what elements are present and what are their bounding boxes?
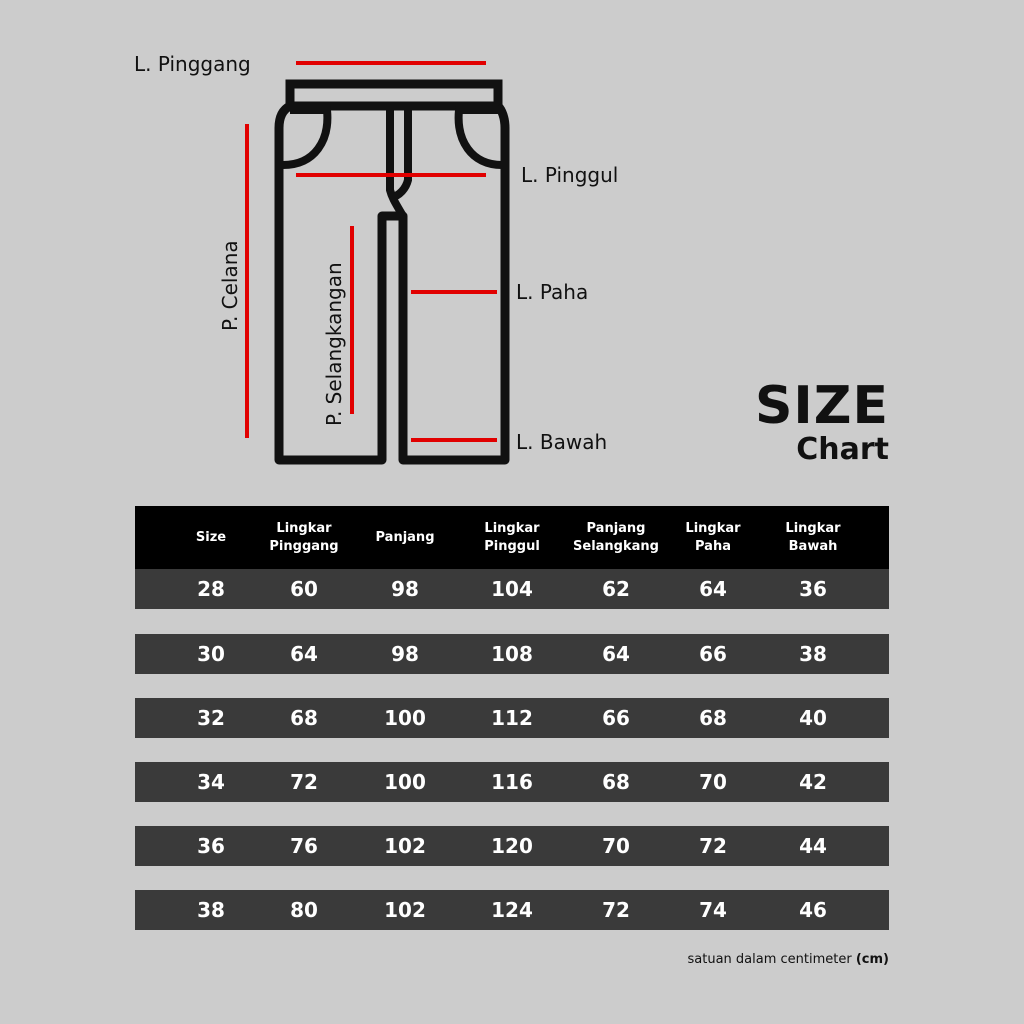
table-cell: 30	[197, 642, 225, 666]
table-cell: 38	[799, 642, 827, 666]
table-cell: 68	[699, 706, 727, 730]
right-pocket	[459, 110, 502, 165]
table-cell: 74	[699, 898, 727, 922]
table-cell: 36	[197, 834, 225, 858]
table-cell: 44	[799, 834, 827, 858]
table-cell: 102	[384, 834, 426, 858]
table-cell: 40	[799, 706, 827, 730]
table-cell: 66	[602, 706, 630, 730]
fly	[390, 106, 408, 216]
label-l-bawah: L. Bawah	[516, 430, 608, 454]
table-header	[135, 506, 889, 569]
header-cell: Panjang Selangkang	[573, 520, 659, 554]
label-l-pinggul: L. Pinggul	[521, 163, 619, 187]
table-cell: 64	[602, 642, 630, 666]
table-row	[135, 634, 889, 674]
table-cell: 72	[290, 770, 318, 794]
table-cell: 102	[384, 898, 426, 922]
table-cell: 36	[799, 577, 827, 601]
table-cell: 64	[699, 577, 727, 601]
footnote-unit: (cm)	[855, 952, 889, 967]
table-cell: 32	[197, 706, 225, 730]
table-cell: 70	[602, 834, 630, 858]
label-l-paha: L. Paha	[516, 280, 589, 304]
table-cell: 116	[491, 770, 533, 794]
table-cell: 46	[799, 898, 827, 922]
header-cell: Lingkar Pinggang	[269, 520, 339, 554]
table-row	[135, 762, 889, 802]
header-cell: Panjang	[375, 529, 435, 545]
header-cell: Lingkar Pinggul	[484, 520, 540, 554]
footnote-text: satuan dalam centimeter	[687, 952, 856, 967]
table-cell: 64	[290, 642, 318, 666]
table-cell: 60	[290, 577, 318, 601]
table-cell: 100	[384, 706, 426, 730]
table-cell: 98	[391, 642, 419, 666]
table-cell: 80	[290, 898, 318, 922]
table-cell: 124	[491, 898, 533, 922]
chart-subtitle: Chart	[796, 432, 889, 467]
table-cell: 104	[491, 577, 533, 601]
table-cell: 120	[491, 834, 533, 858]
table-cell: 70	[699, 770, 727, 794]
header-cell: Size	[195, 529, 227, 545]
table-cell: 34	[197, 770, 225, 794]
table-cell: 100	[384, 770, 426, 794]
table-cell: 76	[290, 834, 318, 858]
table-cell: 108	[491, 642, 533, 666]
left-pocket	[283, 110, 327, 165]
table-cell: 66	[699, 642, 727, 666]
table-cell: 42	[799, 770, 827, 794]
table-cell: 98	[391, 577, 419, 601]
table-row	[135, 890, 889, 930]
label-p-selangkangan: P. Selangkangan	[322, 262, 346, 426]
table-cell: 38	[197, 898, 225, 922]
table-cell: 112	[491, 706, 533, 730]
table-cell: 62	[602, 577, 630, 601]
size-title: SIZE	[754, 376, 889, 436]
table-cell: 72	[699, 834, 727, 858]
label-p-celana: P. Celana	[218, 240, 242, 331]
table-cell: 28	[197, 577, 225, 601]
table-row	[135, 698, 889, 738]
header-cell: Lingkar Bawah	[785, 520, 841, 554]
table-cell: 68	[602, 770, 630, 794]
table-cell: 72	[602, 898, 630, 922]
waistband	[290, 84, 498, 106]
header-cell: Lingkar Paha	[685, 520, 741, 554]
label-l-pinggang: L. Pinggang	[134, 52, 251, 76]
unit-footnote	[688, 952, 889, 967]
table-row	[135, 826, 889, 866]
table-row	[135, 569, 889, 609]
table-cell: 68	[290, 706, 318, 730]
